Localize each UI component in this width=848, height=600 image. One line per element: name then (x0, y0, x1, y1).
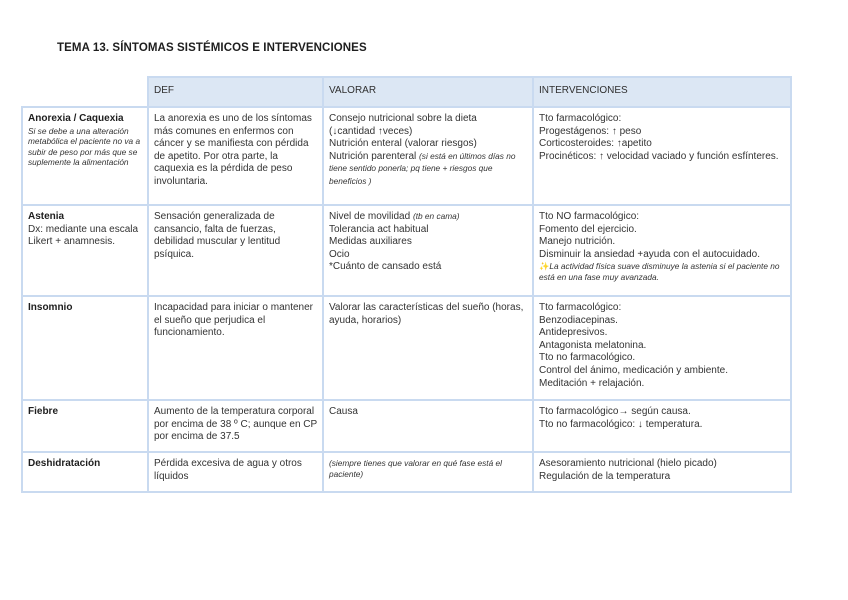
row-name-note: Si se debe a una alteración metabólica el paciente no va a subir de peso por más que se suplemente la alimentación (28, 125, 141, 168)
intervencion-line: Meditación + relajación. (539, 377, 645, 389)
valorar-line-text: Nutrición parenteral (329, 150, 420, 162)
intervencion-line: Tto no farmacológico: ↓ temperatura. (539, 418, 703, 430)
intervencion-line: Tto no farmacológico. (539, 352, 636, 364)
valorar-cell (323, 452, 533, 492)
row-header-cell (22, 107, 148, 205)
row-name: Anorexia / Caquexia (28, 113, 124, 124)
def-cell: Sensación generalizada de cansancio, falta de fuerzas, debilidad muscular y lentitud psíquica. (148, 205, 323, 296)
valorar-note: (si está en últimos días no tiene sentido ponerla; pq tiene + riesgos que beneficios ) (329, 150, 516, 186)
intervencion-line: Fomento del ejercicio. (539, 223, 637, 235)
valorar-cell (323, 296, 533, 400)
valorar-line-text: Nivel de movilidad (329, 211, 413, 222)
valorar-line: Valorar las características del sueño (horas, ayuda, horarios) (329, 302, 524, 326)
intervencion-line: Tto farmacológico: (539, 302, 622, 313)
intervencion-line: Antidepresivos. (539, 327, 608, 339)
intervenciones-cell (533, 296, 791, 400)
intervencion-line: Corticosteroides: ↑apetito (539, 138, 652, 150)
sparkles-icon: ✨ (539, 261, 550, 272)
row-name: Deshidratación (28, 458, 101, 469)
intervencion-line: Progestágenos: ↑ peso (539, 125, 642, 137)
valorar-line: Medidas auxiliares (329, 236, 412, 248)
intervencion-note (539, 261, 786, 282)
column-header-def: DEF (148, 77, 323, 107)
intervencion-line: Tto farmacológico→ según causa. (539, 406, 691, 417)
column-header-valorar: VALORAR (323, 77, 533, 107)
row-name: Fiebre (28, 406, 59, 417)
intervencion-line: Tto farmacológico: (539, 113, 622, 124)
table-row (22, 452, 791, 492)
valorar-note: (siempre tienes que valorar en qué fase está el paciente) (329, 458, 502, 479)
symptoms-table (21, 76, 792, 493)
table-header-row (22, 77, 791, 107)
column-header-intervenciones: INTERVENCIONES (533, 77, 791, 107)
def-cell: Aumento de la temperatura corporal por encima de 38 º C; aunque en CP por encima de 37.5 (148, 400, 323, 452)
valorar-line: Consejo nutricional sobre la dieta (329, 113, 477, 124)
def-cell: La anorexia es uno de los síntomas más comunes en enfermos con cáncer y se manifiesta con pérdida de apetito. Por otra parte, la caquexia es la pérdida de peso involuntaria. (148, 107, 323, 205)
valorar-line: Tolerancia act habitual (329, 223, 429, 235)
intervenciones-cell (533, 452, 791, 492)
intervencion-line: Antagonista melatonina. (539, 339, 647, 351)
table-row (22, 400, 791, 452)
valorar-line (329, 151, 528, 189)
valorar-cell (323, 400, 533, 452)
row-name: Insomnio (28, 302, 73, 313)
valorar-line: Nutrición enteral (valorar riesgos) (329, 138, 477, 150)
intervencion-line: Manejo nutrición. (539, 236, 616, 248)
intervenciones-cell (533, 205, 791, 296)
table-row (22, 107, 791, 205)
valorar-cell (323, 107, 533, 205)
row-header-cell (22, 296, 148, 400)
valorar-line: (↓cantidad ↑veces) (329, 125, 413, 137)
valorar-note: (tb en cama) (412, 211, 460, 221)
row-header-cell (22, 400, 148, 452)
intervencion-note-text: La actividad física suave disminuye la astenia si el paciente no está en una fase muy avanzada. (539, 261, 780, 282)
header-corner (22, 77, 148, 107)
page-title: TEMA 13. SÍNTOMAS SISTÉMICOS E INTERVENCIONES (57, 42, 367, 54)
intervencion-line: Tto NO farmacológico: (539, 211, 640, 222)
intervencion-line: Asesoramiento nutricional (hielo picado) (539, 458, 717, 469)
valorar-line: Causa (329, 406, 358, 417)
intervenciones-cell (533, 107, 791, 205)
row-name: Astenia (28, 211, 65, 222)
table-row (22, 296, 791, 400)
table-row (22, 205, 791, 296)
valorar-cell (323, 205, 533, 296)
row-header-cell (22, 452, 148, 492)
intervencion-line: Benzodiacepinas. (539, 314, 618, 326)
def-cell: Pérdida excesiva de agua y otros líquidos (148, 452, 323, 492)
intervencion-line: Disminuir la ansiedad +ayuda con el autocuidado. (539, 248, 760, 260)
valorar-line: *Cuánto de cansado está (329, 261, 442, 273)
intervencion-line: Procinéticos: ↑ velocidad vaciado y función esfínteres. (539, 150, 779, 162)
row-header-cell (22, 205, 148, 296)
intervencion-line: Regulación de la temperatura (539, 470, 671, 482)
valorar-line (329, 211, 528, 224)
valorar-line: Ocio (329, 248, 350, 260)
row-name-note: Dx: mediante una escala Likert + anamnesis. (28, 223, 139, 248)
intervenciones-cell (533, 400, 791, 452)
def-cell: Incapacidad para iniciar o mantener el sueño que perjudica el funcionamiento. (148, 296, 323, 400)
intervencion-line: Control del ánimo, medicación y ambiente. (539, 364, 728, 376)
